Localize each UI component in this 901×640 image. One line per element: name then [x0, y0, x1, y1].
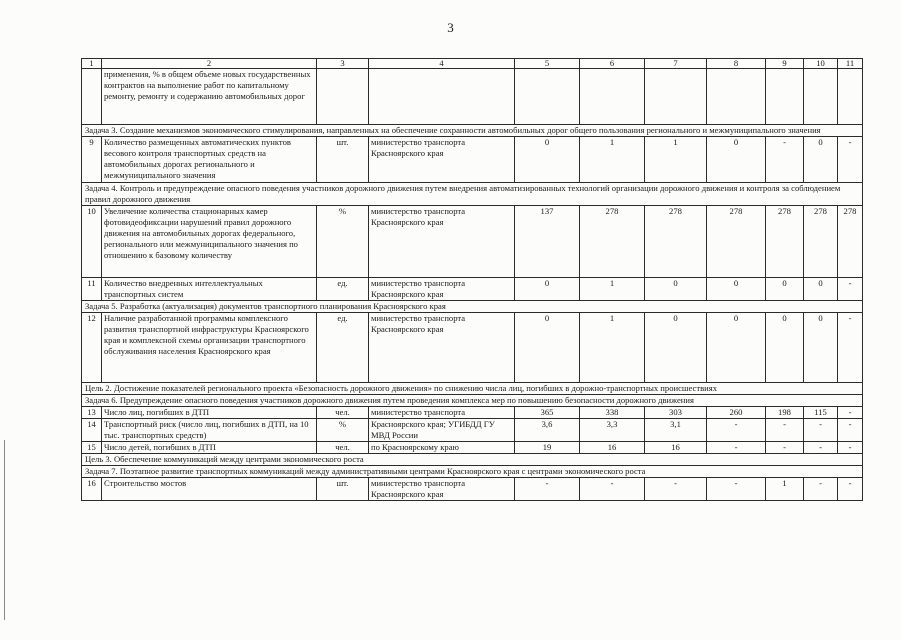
column-number: 7 — [645, 59, 707, 69]
row-number: 16 — [82, 478, 102, 501]
unit: ед. — [317, 313, 369, 383]
responsible: Красноярского края; УГИБДД ГУ МВД России — [369, 419, 515, 442]
column-number: 4 — [369, 59, 515, 69]
value: 278 — [838, 206, 863, 278]
value: 0 — [645, 313, 707, 383]
value: 278 — [766, 206, 804, 278]
value: - — [707, 442, 766, 454]
unit: % — [317, 206, 369, 278]
value: 303 — [645, 407, 707, 419]
value: 278 — [645, 206, 707, 278]
value: 0 — [804, 278, 838, 301]
table-row — [82, 407, 863, 419]
row-number: 11 — [82, 278, 102, 301]
value: 0 — [804, 313, 838, 383]
task-heading: Задача 7. Поэтапное развитие транспортных коммуникаций между административными центрами Красноярского края с центрами экономического роста — [82, 466, 863, 478]
indicators-table — [81, 58, 863, 501]
value: 1 — [580, 137, 645, 183]
responsible: министерство транспорта Красноярского края — [369, 278, 515, 301]
page-number: 3 — [447, 20, 454, 35]
value: - — [838, 478, 863, 501]
value: 0 — [707, 137, 766, 183]
indicator-name: Число детей, погибших в ДТП — [102, 442, 317, 454]
task-heading: Задача 6. Предупреждение опасного поведения участников дорожного движения путем проведения комплекса мер по повышению безопасности дорожного движения — [82, 395, 863, 407]
row-number: 9 — [82, 137, 102, 183]
value: 19 — [515, 442, 580, 454]
value: 0 — [515, 137, 580, 183]
column-number: 9 — [766, 59, 804, 69]
indicator-name: Транспортный риск (число лиц, погибших в ДТП, на 10 тыс. транспортных средств) — [102, 419, 317, 442]
value: - — [766, 419, 804, 442]
scan-artifact — [4, 440, 5, 620]
indicator-name: Количество внедренных интеллектуальных транспортных систем — [102, 278, 317, 301]
indicator-name: Наличие разработанной программы комплексного развития транспортной инфраструктуры Красноярского края и комплексной схемы организации транспортного обслуживания населения Красноярского края — [102, 313, 317, 383]
value: 0 — [766, 278, 804, 301]
value: 338 — [580, 407, 645, 419]
row-number: 10 — [82, 206, 102, 278]
column-number-row — [82, 59, 863, 69]
column-number: 10 — [804, 59, 838, 69]
row-number: 13 — [82, 407, 102, 419]
indicator-name: Число лиц, погибших в ДТП — [102, 407, 317, 419]
row-number: 14 — [82, 419, 102, 442]
table-row — [82, 442, 863, 454]
value: 16 — [580, 442, 645, 454]
table-row — [82, 419, 863, 442]
value: - — [804, 419, 838, 442]
value: - — [707, 478, 766, 501]
value: - — [707, 419, 766, 442]
value: 0 — [707, 313, 766, 383]
goal-heading: Цель 3. Обеспечение коммуникаций между центрами экономического роста — [82, 454, 863, 466]
unit: чел. — [317, 442, 369, 454]
indicator-name: применения, % в общем объеме новых государственных контрактов на выполнение работ по капитальному ремонту, ремонту и содержанию автомобильных дорог — [102, 69, 317, 125]
table-row — [82, 313, 863, 383]
responsible: министерство транспорта Красноярского края — [369, 478, 515, 501]
unit: % — [317, 419, 369, 442]
value: 0 — [707, 278, 766, 301]
responsible: министерство транспорта Красноярского края — [369, 313, 515, 383]
value: 278 — [580, 206, 645, 278]
value: - — [766, 137, 804, 183]
unit: ед. — [317, 278, 369, 301]
responsible: по Красноярскому краю — [369, 442, 515, 454]
value: 1 — [580, 278, 645, 301]
value: - — [515, 478, 580, 501]
column-number: 8 — [707, 59, 766, 69]
row-number: 12 — [82, 313, 102, 383]
value: 3,1 — [645, 419, 707, 442]
value: - — [838, 278, 863, 301]
value: 0 — [515, 313, 580, 383]
table-row-continued — [82, 69, 863, 125]
value: 1 — [766, 478, 804, 501]
value: - — [645, 478, 707, 501]
unit: шт. — [317, 137, 369, 183]
value: 260 — [707, 407, 766, 419]
table-row — [82, 137, 863, 183]
column-number: 3 — [317, 59, 369, 69]
column-number: 2 — [102, 59, 317, 69]
value: 115 — [804, 407, 838, 419]
value: 0 — [645, 278, 707, 301]
value: - — [766, 442, 804, 454]
value: - — [838, 419, 863, 442]
value: 1 — [645, 137, 707, 183]
column-number: 5 — [515, 59, 580, 69]
table-row — [82, 278, 863, 301]
column-number: 11 — [838, 59, 863, 69]
unit: чел. — [317, 407, 369, 419]
indicator-name: Количество размещенных автоматических пунктов весового контроля транспортных средств на автомобильных дорогах регионального и межмуниципального значения — [102, 137, 317, 183]
column-number: 6 — [580, 59, 645, 69]
table-row — [82, 206, 863, 278]
value: - — [804, 478, 838, 501]
indicator-name: Строительство мостов — [102, 478, 317, 501]
unit: шт. — [317, 478, 369, 501]
value: 3,6 — [515, 419, 580, 442]
value: - — [838, 137, 863, 183]
value: 0 — [804, 137, 838, 183]
value: 278 — [707, 206, 766, 278]
value: 16 — [645, 442, 707, 454]
value: - — [838, 313, 863, 383]
goal-heading: Цель 2. Достижение показателей регионального проекта «Безопасность дорожного движения» по снижению числа лиц, погибших в дорожно-транспортных происшествиях — [82, 383, 863, 395]
row-number: 15 — [82, 442, 102, 454]
value: 365 — [515, 407, 580, 419]
task-heading: Задача 3. Создание механизмов экономического стимулирования, направленных на обеспечение сохранности автомобильных дорог общего пользования регионального и межмуниципального значения — [82, 125, 863, 137]
value: 3,3 — [580, 419, 645, 442]
value: 0 — [515, 278, 580, 301]
indicator-name: Увеличение количества стационарных камер фотовидеофиксации нарушений правил дорожного движения на автомобильных дорогах федерального, регионального или межмуниципального значения по отношению к базовому количеству — [102, 206, 317, 278]
responsible: министерство транспорта Красноярского края — [369, 137, 515, 183]
value: 278 — [804, 206, 838, 278]
table-row — [82, 478, 863, 501]
value: - — [838, 407, 863, 419]
value: 1 — [580, 313, 645, 383]
responsible: министерство транспорта Красноярского края — [369, 206, 515, 278]
value: - — [838, 442, 863, 454]
responsible: министерство транспорта — [369, 407, 515, 419]
value: - — [804, 442, 838, 454]
value: 0 — [766, 313, 804, 383]
task-heading: Задача 5. Разработка (актуализация) документов транспортного планирования Красноярского края — [82, 301, 863, 313]
value: 198 — [766, 407, 804, 419]
value: - — [580, 478, 645, 501]
column-number: 1 — [82, 59, 102, 69]
value: 137 — [515, 206, 580, 278]
task-heading: Задача 4. Контроль и предупреждение опасного поведения участников дорожного движения путем внедрения автоматизированных технологий организации дорожного движения и контроля за соблюдением правил дорожного движения — [82, 183, 863, 206]
